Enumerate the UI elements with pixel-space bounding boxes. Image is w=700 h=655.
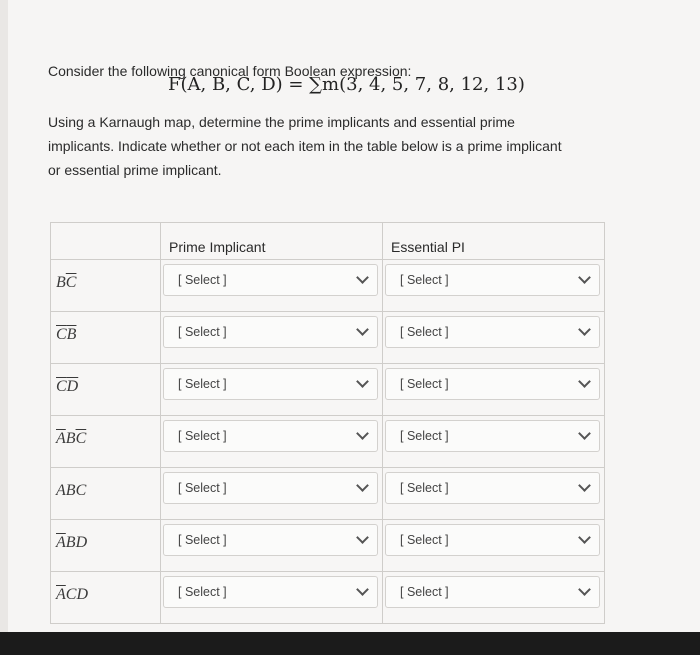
term-label bbox=[51, 520, 160, 552]
essential-pi-select[interactable] bbox=[385, 264, 600, 296]
prime-implicant-select[interactable] bbox=[163, 316, 378, 348]
essential-pi-select[interactable] bbox=[385, 576, 600, 608]
header-essential-pi: Essential PI bbox=[383, 223, 605, 260]
essential-pi-select[interactable] bbox=[385, 472, 600, 504]
select-value: [ Select ] bbox=[178, 377, 227, 391]
table-row bbox=[51, 468, 605, 520]
table-row bbox=[51, 520, 605, 572]
term-variable: $\overline{A}$ bbox=[56, 586, 66, 603]
prime-implicant-cell bbox=[161, 416, 383, 468]
bottom-bar bbox=[0, 632, 700, 655]
term-label bbox=[51, 312, 160, 344]
prime-implicant-cell bbox=[161, 364, 383, 416]
term-cell bbox=[51, 416, 161, 468]
select-value: [ Select ] bbox=[400, 273, 449, 287]
term-label bbox=[51, 260, 160, 292]
chevron-down-icon[interactable] bbox=[578, 323, 591, 336]
chevron-down-icon[interactable] bbox=[356, 375, 369, 388]
prime-implicant-cell bbox=[161, 312, 383, 364]
prime-implicant-select[interactable] bbox=[163, 472, 378, 504]
select-value: [ Select ] bbox=[400, 325, 449, 339]
essential-pi-cell bbox=[383, 364, 605, 416]
select-value: [ Select ] bbox=[400, 533, 449, 547]
essential-pi-select[interactable] bbox=[385, 524, 600, 556]
table-row bbox=[51, 364, 605, 416]
chevron-down-icon[interactable] bbox=[578, 427, 591, 440]
essential-pi-cell bbox=[383, 416, 605, 468]
question-card bbox=[8, 0, 700, 632]
term-label bbox=[51, 416, 160, 448]
chevron-down-icon[interactable] bbox=[578, 531, 591, 544]
term-label bbox=[51, 364, 160, 396]
select-value: [ Select ] bbox=[400, 585, 449, 599]
term-variable: $\overline{C}$ bbox=[65, 274, 77, 291]
chevron-down-icon[interactable] bbox=[356, 479, 369, 492]
prime-implicant-cell bbox=[161, 520, 383, 572]
select-value: [ Select ] bbox=[400, 481, 449, 495]
prime-implicant-select[interactable] bbox=[163, 576, 378, 608]
term-variable: $\overline{A}$ bbox=[56, 430, 66, 447]
term-cell bbox=[51, 260, 161, 312]
term-variable: B bbox=[65, 430, 76, 447]
prime-implicant-table bbox=[50, 222, 605, 624]
essential-pi-cell bbox=[383, 520, 605, 572]
term-variable: D bbox=[76, 586, 89, 603]
essential-pi-select[interactable] bbox=[385, 368, 600, 400]
term-variable: $\overline{C}$ bbox=[56, 378, 67, 395]
chevron-down-icon[interactable] bbox=[578, 271, 591, 284]
header-prime-implicant: Prime Implicant bbox=[161, 223, 383, 260]
prime-implicant-cell bbox=[161, 572, 383, 624]
term-variable: B bbox=[65, 534, 76, 551]
table-row bbox=[51, 572, 605, 624]
chevron-down-icon[interactable] bbox=[578, 479, 591, 492]
term-variable: $\overline{C}$ bbox=[75, 430, 87, 447]
select-value: [ Select ] bbox=[178, 585, 227, 599]
chevron-down-icon[interactable] bbox=[578, 583, 591, 596]
term-variable: $\overline{D}$ bbox=[66, 378, 79, 395]
select-value: [ Select ] bbox=[178, 481, 227, 495]
term-cell bbox=[51, 520, 161, 572]
select-value: [ Select ] bbox=[178, 273, 227, 287]
question-instructions: Using a Karnaugh map, determine the prime implicants and essential prime implicants. Indicate whether or not each item in the table below is a prime implicant or essential prime implicant. bbox=[48, 114, 562, 178]
term-label bbox=[51, 468, 160, 500]
essential-pi-select[interactable] bbox=[385, 316, 600, 348]
question-intro: Consider the following canonical form Boolean expression: bbox=[48, 63, 412, 79]
chevron-down-icon[interactable] bbox=[356, 427, 369, 440]
term-cell bbox=[51, 468, 161, 520]
select-value: [ Select ] bbox=[178, 325, 227, 339]
table-row bbox=[51, 416, 605, 468]
chevron-down-icon[interactable] bbox=[356, 323, 369, 336]
select-value: [ Select ] bbox=[400, 429, 449, 443]
essential-pi-cell bbox=[383, 572, 605, 624]
header-term bbox=[51, 223, 161, 260]
term-variable: $\overline{A}$ bbox=[56, 534, 66, 551]
term-variable: A bbox=[56, 482, 66, 499]
select-value: [ Select ] bbox=[178, 429, 227, 443]
table-row bbox=[51, 312, 605, 364]
term-variable: C bbox=[75, 482, 87, 499]
essential-pi-select[interactable] bbox=[385, 420, 600, 452]
term-variable: $\overline{C}$ bbox=[56, 326, 67, 343]
term-variable: D bbox=[75, 534, 88, 551]
prime-implicant-select[interactable] bbox=[163, 524, 378, 556]
chevron-down-icon[interactable] bbox=[578, 375, 591, 388]
term-variable: B bbox=[56, 274, 66, 291]
essential-pi-cell bbox=[383, 260, 605, 312]
term-cell bbox=[51, 572, 161, 624]
essential-pi-cell bbox=[383, 468, 605, 520]
term-label bbox=[51, 572, 160, 604]
chevron-down-icon[interactable] bbox=[356, 271, 369, 284]
term-variable: C bbox=[65, 586, 77, 603]
chevron-down-icon[interactable] bbox=[356, 531, 369, 544]
term-cell bbox=[51, 312, 161, 364]
select-value: [ Select ] bbox=[400, 377, 449, 391]
boolean-formula: F(A, B, C, D) = ∑m(3, 4, 5, 7, 8, 12, 13) bbox=[168, 74, 525, 95]
prime-implicant-cell bbox=[161, 468, 383, 520]
select-value: [ Select ] bbox=[178, 533, 227, 547]
table-row bbox=[51, 260, 605, 312]
term-cell bbox=[51, 364, 161, 416]
essential-pi-cell bbox=[383, 312, 605, 364]
prime-implicant-cell bbox=[161, 260, 383, 312]
prime-implicant-select[interactable] bbox=[163, 368, 378, 400]
term-variable: $\overline{B}$ bbox=[66, 326, 77, 343]
chevron-down-icon[interactable] bbox=[356, 583, 369, 596]
prime-implicant-select[interactable] bbox=[163, 420, 378, 452]
prime-implicant-select[interactable] bbox=[163, 264, 378, 296]
term-variable: B bbox=[65, 482, 76, 499]
table-header-row bbox=[51, 223, 605, 260]
